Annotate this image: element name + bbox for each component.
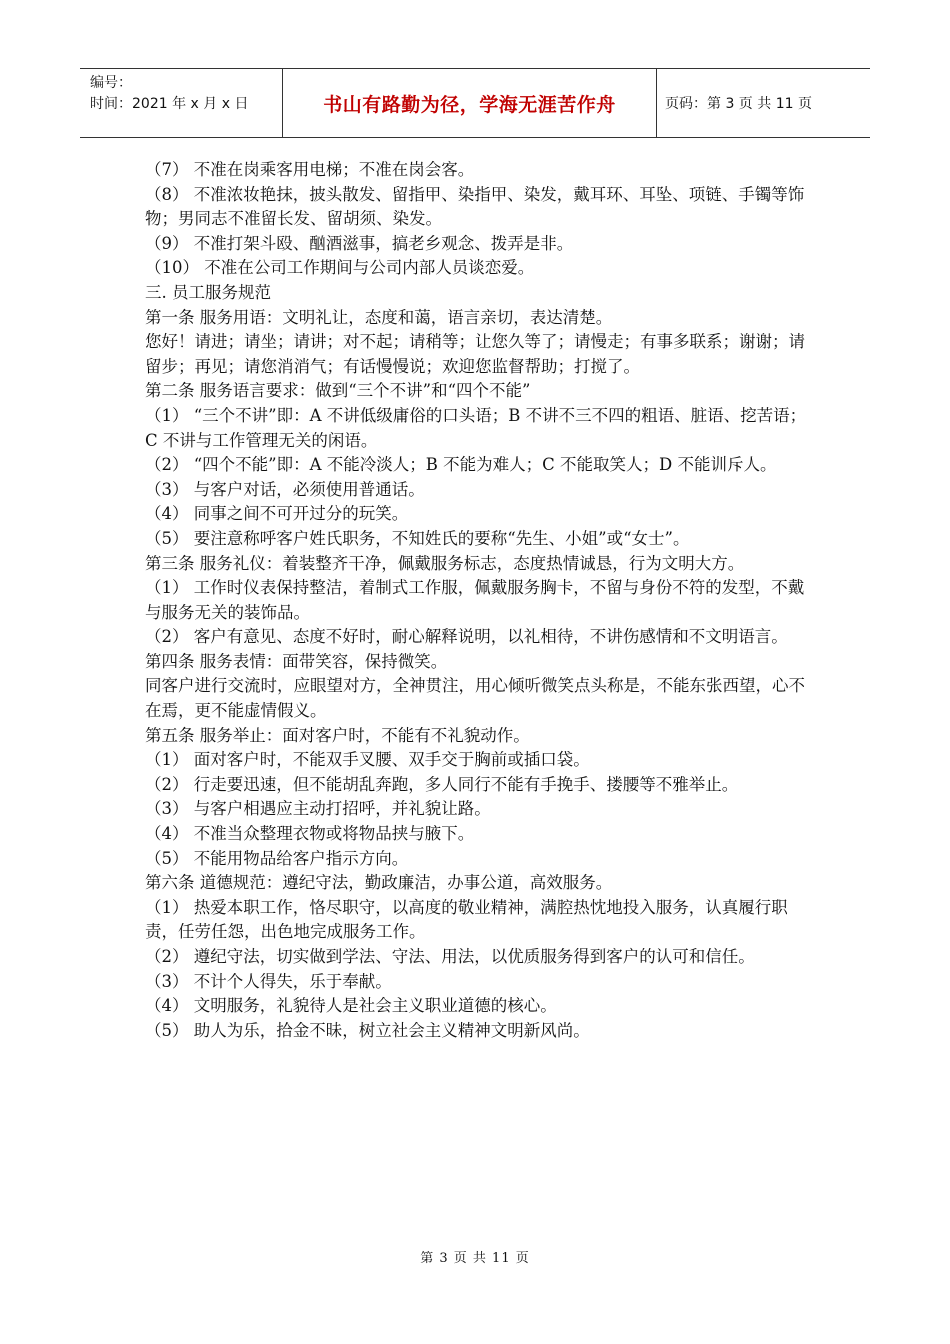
body-line: （9） 不准打架斗殴、酗酒滋事，搞老乡观念、拨弄是非。	[145, 233, 574, 253]
body-line: （4） 同事之间不可开过分的玩笑。	[145, 504, 409, 524]
body-line: （2） 遵纪守法，切实做到学法、守法、用法，以优质服务得到客户的认可和信任。	[145, 947, 755, 966]
body-line: （1） 工作时仪表保持整洁，着制式工作服，佩戴服务胸卡，不留与身份不符的发型，不戴与服务无关的装饰品。	[145, 578, 805, 622]
header-motto: 书山有路勤为径，学海无涯苦作舟	[283, 69, 657, 137]
body-line: （4） 文明服务，礼貌待人是社会主义职业道德的核心。	[145, 996, 557, 1016]
number-label: 编号：	[90, 75, 132, 91]
body-line: （3） 不计个人得失，乐于奉献。	[145, 971, 392, 991]
body-line: （1） 面对客户时，不能双手叉腰、双手交于胸前或插口袋。	[145, 750, 590, 770]
body-line: （5） 助人为乐，拾金不昧，树立社会主义精神文明新风尚。	[145, 1020, 590, 1040]
time-label: 时间：2021 年 x 月 x 日	[90, 96, 249, 112]
header-meta	[80, 69, 283, 137]
body-line: 同客户进行交流时，应眼望对方，全神贯注，用心倾听微笑点头称是，不能东张西望，心不在焉，更不能虚情假义。	[145, 676, 805, 721]
body-line: （10） 不准在公司工作期间与公司内部人员谈恋爱。	[145, 258, 535, 278]
article-heading: 第六条 道德规范：遵纪守法，勤政廉洁，办事公道，高效服务。	[145, 873, 613, 893]
section-heading: 三. 员工服务规范	[145, 282, 271, 302]
body-line: （8） 不准浓妆艳抹，披头散发、留指甲、染指甲、染发，戴耳环、耳坠、项链、手镯等饰物；男同志不准留长发、留胡须、染发。	[145, 184, 805, 229]
body-line: （4） 不准当众整理衣物或将物品挟与腋下。	[145, 824, 475, 844]
body-line: （1） “三个不讲”即：A 不讲低级庸俗的口头语；B 不讲不三不四的粗语、脏语、挖苦语；C 不讲与工作管理无关的闲语。	[145, 405, 807, 450]
body-line: （7） 不准在岗乘客用电梯；不准在岗会客。	[145, 160, 475, 179]
page-footer: 第 3 页 共 11 页	[420, 1251, 530, 1266]
article-heading: 第一条 服务用语：文明礼让，态度和蔼，语言亲切，表达清楚。	[145, 307, 613, 327]
article-heading: 第五条 服务举止：面对客户时，不能有不礼貌动作。	[145, 725, 530, 745]
body-line: 您好！请进；请坐；请讲；对不起；请稍等；让您久等了；请慢走；有事多联系；谢谢；请留步；再见；请您消消气；有话慢慢说；欢迎您监督帮助；打搅了。	[145, 332, 805, 376]
body-line: （2） “四个不能”即：A 不能冷淡人；B 不能为难人；C 不能取笑人；D 不能训斥人。	[145, 455, 777, 475]
header-table	[80, 68, 870, 138]
body-line: （3） 与客户对话，必须使用普通话。	[145, 479, 425, 499]
body-line: （2） 行走要迅速，但不能胡乱奔跑，多人同行不能有手挽手、搂腰等不雅举止。	[145, 774, 739, 794]
article-heading: 第二条 服务语言要求：做到“三个不讲”和“四个不能”	[145, 381, 531, 401]
body-line: （3） 与客户相遇应主动打招呼，并礼貌让路。	[145, 799, 491, 819]
body-line: （1） 热爱本职工作，恪尽职守，以高度的敬业精神，满腔热忱地投入服务，认真履行职责，任劳任怨，出色地完成服务工作。	[145, 897, 788, 942]
body-line: （5） 不能用物品给客户指示方向。	[145, 848, 409, 868]
body-line: （5） 要注意称呼客户姓氏职务，不知姓氏的要称“先生、小姐”或“女士”。	[145, 528, 690, 548]
document-body	[145, 158, 810, 1043]
body-line: （2） 客户有意见、态度不好时，耐心解释说明，以礼相待，不讲伤感情和不文明语言。	[145, 627, 788, 647]
article-heading: 第三条 服务礼仪：着装整齐干净，佩戴服务标志，态度热情诚恳，行为文明大方。	[145, 553, 745, 573]
header-page-info: 页码：第 3 页 共 11 页	[665, 96, 812, 112]
article-heading: 第四条 服务表情：面带笑容，保持微笑。	[145, 651, 448, 671]
